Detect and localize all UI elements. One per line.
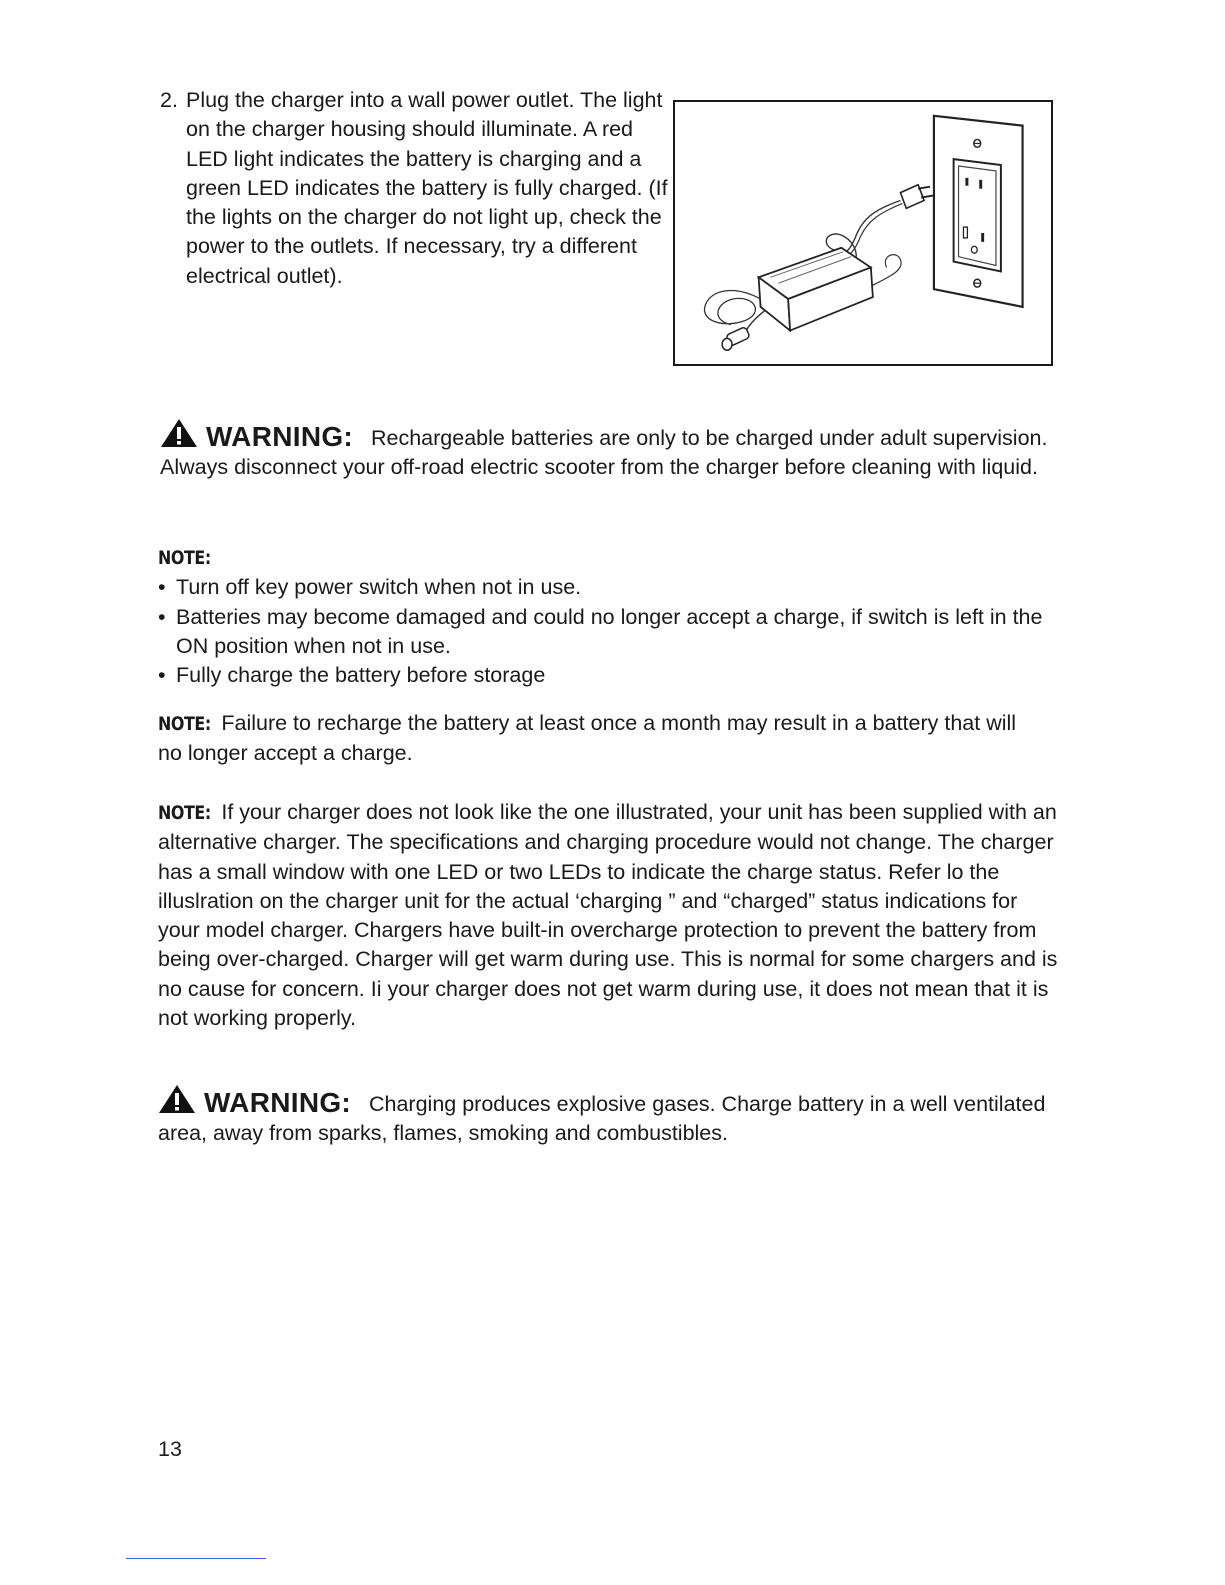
footer-rule [126,1558,266,1559]
charger-outlet-figure [673,100,1053,366]
note-text: Failure to recharge the battery at least once a month may result in a battery that will no longer accept a charge. [158,711,1017,766]
note-text: If your charger does not look like the one illustrated, your unit has been supplied with an alternative charger. The specifications and charging procedure would not change. The charger has a small window with one LED or two LEDs to indicate the charge status. Refer lo the illuslration on the charger unit for the actual ‘charging ” and “charged” status indications for your model charger. Chargers have built-in overcharge protection to prevent the battery from being over-charged. Charger will get warm during use. This is normal for some chargers and is no cause for concern. Ii your charger does not get warm during use, it does not mean that it is not working properly. [158,800,1058,1031]
step-number: 2. [160,88,178,112]
warning-text: Charging produces explosive gases. Charge battery in a well ventilated area, away from sparks, flames, smoking and combustibles. [158,1092,1046,1146]
warning-label: WARNING: [204,1087,352,1118]
list-item: • Turn off key power switch when not in use. [158,573,1058,602]
warning-triangle-icon [160,418,198,448]
note-bullet-list [158,573,1058,690]
warning-triangle-icon [158,1084,196,1114]
note-block-2 [158,709,1038,769]
step-2-instruction [160,86,680,291]
note-label: NOTE: [158,714,211,735]
note-block-3 [158,798,1058,1033]
page-number: 13 [158,1437,182,1461]
note-label: NOTE: [158,803,211,824]
list-item: • Batteries may become damaged and could no longer accept a charge, if switch is left in the ON position when not in use. [158,603,1058,662]
charger-plugged-into-wall-outlet-illustration [675,102,1051,364]
list-item: • Fully charge the battery before storage [158,661,1058,690]
note-label: NOTE: [158,548,211,569]
step-text: Plug the charger into a wall power outlet. The light on the charger housing should illuminate. A red LED light indicates the battery is charging and a green LED indicates the battery is fully charged. (If the lights on the charger do not light up, check the power to the outlets. If necessary, try a different electrical outlet). [186,88,668,288]
warning-block-2 [158,1084,1058,1149]
note-block-1 [158,543,1058,690]
warning-text: Rechargeable batteries are only to be charged under adult supervision. Always disconnect your off-road electric scooter from the charger before cleaning with liquid. [160,426,1048,480]
warning-label: WARNING: [206,421,354,452]
warning-block-1 [160,418,1060,483]
